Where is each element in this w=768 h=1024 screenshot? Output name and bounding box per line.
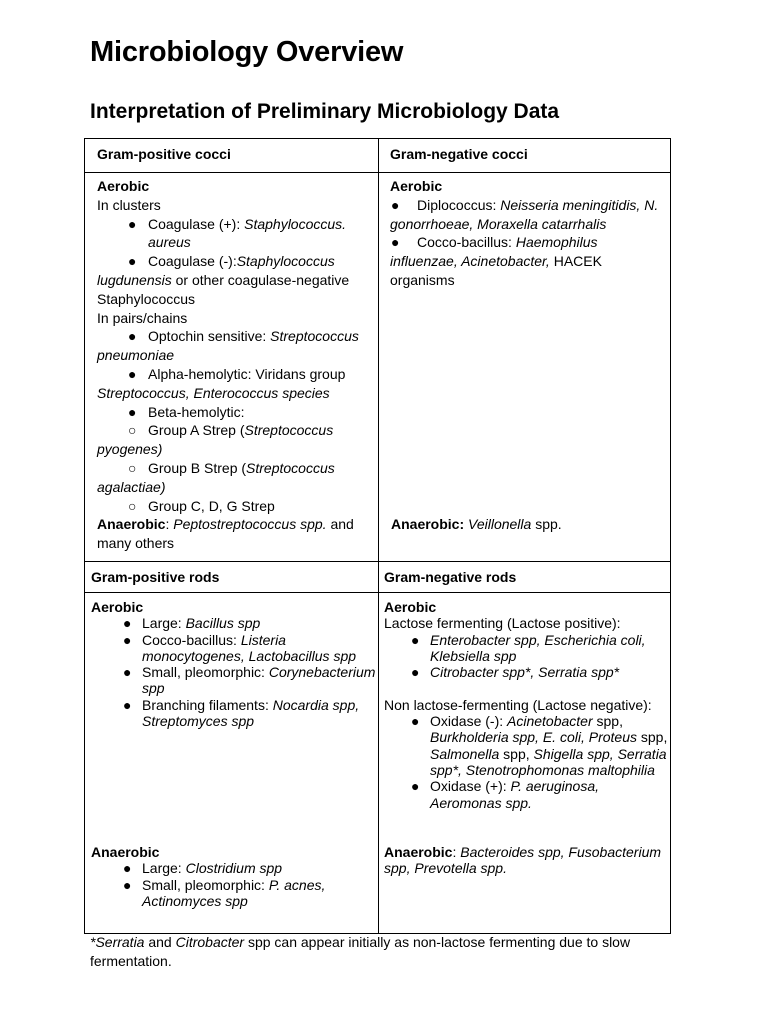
microbiology-table <box>84 138 671 934</box>
gram-negative-rods-aerobic: Aerobic Lactose fermenting (Lactose positive): ● Enterobacter spp, Escherichia coli, Klebsiella spp ● Citrobacter spp*, Serratia spp* Non lactose-fermenting (Lactose negative): ● Oxidase (-): Acinetobacter spp, Burkholderia spp, E. coli, Proteus spp, Salmonella spp, Shigella spp, Serratia spp*, Stenotrophomonas maltophilia ● Oxidase (+): P. aeruginosa, Aeromonas spp. <box>384 599 670 811</box>
list-item: ○ Group C, D, G Strep <box>128 497 275 514</box>
aerobic-label: Aerobic <box>390 178 443 194</box>
list-item: ● Diplococcus: Neisseria meningitidis, N. <box>391 196 659 213</box>
bullet-icon: ● <box>123 615 132 632</box>
bullet-icon: ● <box>391 196 400 213</box>
list-item: ● Alpha-hemolytic: Viridans group <box>128 365 346 382</box>
circle-bullet-icon: ○ <box>128 422 137 439</box>
in-pairs-label: In pairs/chains <box>97 309 188 326</box>
table-column-divider <box>378 139 379 933</box>
footnote: *Serratia and Citrobacter spp can appear initially as non-lactose fermenting due to slow fermentation. <box>90 934 631 969</box>
list-item: ○ Group B Strep (Streptococcus <box>128 459 335 476</box>
circle-bullet-icon: ○ <box>128 497 137 514</box>
gram-positive-cocci-anaerobic: Anaerobic: Peptostreptococcus spp. and many others <box>97 516 354 551</box>
aerobic-label: Aerobic <box>97 178 150 194</box>
bullet-icon: ● <box>391 234 400 251</box>
bullet-icon: ● <box>123 696 132 713</box>
page-title: Microbiology Overview <box>90 36 404 68</box>
circle-bullet-icon: ○ <box>128 459 137 476</box>
bullet-icon: ● <box>123 860 132 877</box>
bullet-icon: ● <box>411 778 420 795</box>
list-item: ● Small, pleomorphic: P. acnes, Actinomyces spp <box>123 876 326 909</box>
page-subtitle: Interpretation of Preliminary Microbiology Data <box>90 100 560 123</box>
header-gram-negative-cocci: Gram-negative cocci <box>390 146 528 162</box>
list-item: ● Beta-hemolytic: <box>128 403 245 420</box>
list-item: ● Cocco-bacillus: Listeria monocytogenes, Lactobacillus spp <box>123 631 357 664</box>
list-item: ● Oxidase (-): Acinetobacter spp, Burkholderia spp, E. coli, Proteus spp, Salmonella spp, Shigella spp, Serratia spp*, Stenotrophomonas maltophilia <box>411 713 668 778</box>
list-item: ○ Group A Strep (Streptococcus <box>128 422 334 439</box>
bullet-icon: ● <box>411 664 420 681</box>
bullet-icon: ● <box>411 631 420 648</box>
bullet-icon: ● <box>128 365 137 382</box>
gram-negative-cocci-cell: Aerobic ● Diplococcus: Neisseria meningitidis, N. gonorrhoeae, Moraxella catarrhalis ● Cocco-bacillus: Haemophilus influenzae, Acinetobacter, HACEK organisms <box>390 177 668 290</box>
gram-negative-cocci-anaerobic: Anaerobic: Veillonella spp. <box>391 516 562 532</box>
bullet-icon: ● <box>128 215 137 232</box>
bullet-icon: ● <box>411 713 420 730</box>
header-gram-positive-rods: Gram-positive rods <box>91 569 220 585</box>
gram-positive-cocci-cell: Aerobic In clusters ● Coagulase (+): Staphylococcus. aureus ● Coagulase (-):Staphylococcus lugdunensis or other coagulase-negative Staphylococcus In pairs/chains ● Optochin sensitive: Streptococcus pneumoniae ● Alpha-hemolytic: Viridans group Streptococcus, Enterococcus species ● Beta-hemolytic: ○ Group A Strep (Streptococcus pyogenes) ○ Group B Strep (Streptococcus agalactiae) ○ Group C, D, G Strep <box>97 177 375 515</box>
list-item: ● Large: Bacillus spp <box>123 615 261 632</box>
gram-positive-rods-aerobic: Aerobic ● Large: Bacillus spp ● Cocco-bacillus: Listeria monocytogenes, Lactobacillus spp ● Small, pleomorphic: Corynebacterium spp ● Branching filaments: Nocardia spp, Streptomyces spp <box>91 599 376 730</box>
list-item: ● Small, pleomorphic: Corynebacterium spp <box>123 664 376 697</box>
list-item: ● Oxidase (+): P. aeruginosa, Aeromonas spp. <box>411 778 600 811</box>
list-item: ● Branching filaments: Nocardia spp, Streptomyces spp <box>123 696 360 730</box>
list-item: ● Enterobacter spp, Escherichia coli, Klebsiella spp <box>411 631 646 664</box>
bullet-icon: ● <box>123 664 132 681</box>
bullet-icon: ● <box>128 328 137 345</box>
bullet-icon: ● <box>128 403 137 420</box>
bullet-icon: ● <box>123 876 132 893</box>
bullet-icon: ● <box>128 253 137 270</box>
bullet-icon: ● <box>123 631 132 648</box>
list-item: ● Coagulase (-):Staphylococcus <box>128 253 335 270</box>
list-item: ● Large: Clostridium spp <box>123 860 283 877</box>
gram-negative-rods-anaerobic: Anaerobic: Bacteroides spp, Fusobacterium spp, Prevotella spp. <box>384 844 662 877</box>
list-item: ● Cocco-bacillus: Haemophilus <box>391 234 598 251</box>
list-item: ● Optochin sensitive: Streptococcus <box>128 328 359 345</box>
gram-positive-rods-anaerobic: Anaerobic ● Large: Clostridium spp ● Small, pleomorphic: P. acnes, Actinomyces spp <box>91 844 377 909</box>
list-item: ● Coagulase (+): Staphylococcus. aureus <box>128 215 347 251</box>
in-clusters-label: In clusters <box>97 196 161 213</box>
header-gram-positive-cocci: Gram-positive cocci <box>97 146 231 162</box>
list-item: ● Citrobacter spp*, Serratia spp* <box>411 664 620 681</box>
header-gram-negative-rods: Gram-negative rods <box>384 569 517 585</box>
